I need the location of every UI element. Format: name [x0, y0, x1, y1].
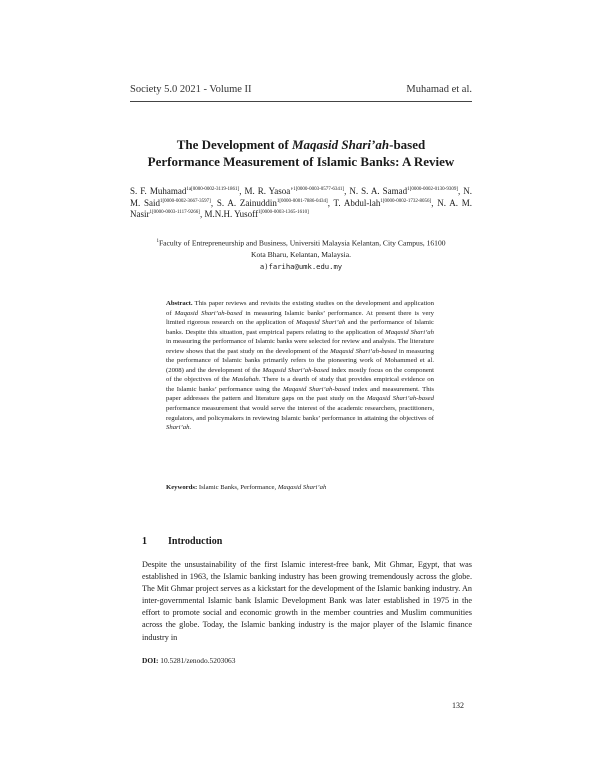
author-orcid: 1[0000-0002-0130-9309] [407, 187, 458, 192]
author-name: S. F. Muhamad [130, 186, 187, 196]
author-orcid: 1[0000-0002-3667-3597] [160, 198, 211, 204]
abstract-italic: Maqasid Shari’ah-based [282, 385, 351, 393]
running-header-left: Society 5.0 2021 - Volume II [130, 84, 252, 95]
abstract-text: in measuring the performance of Islamic banks primarily refers to the pioneering work of Mohammed et al. (2008) and the development of the [166, 347, 434, 374]
abstract-text: . There is a dearth of study that provides empirical evidence on the Islamic banks’ performance using the [166, 376, 434, 393]
abstract-text: in measuring the performance of Islamic banks were selected for review and analysis. The literature review shows that the past study on the development of the [166, 338, 434, 355]
author-name: , N. M. Said [130, 186, 472, 208]
abstract-text: in measuring Islamic banks’ performance. At present there is very limited rigorous research on the application of [166, 309, 434, 327]
author-orcid: 1[0000-0003-1365-1610] [257, 210, 309, 216]
abstract-italic: Maqasid Shari’ah-based [262, 366, 330, 374]
affiliation-line2: Kota Bharu, Kelantan, Malaysia. [251, 249, 351, 259]
author-orcid: 1a[0000-0002-3119-1861] [186, 187, 240, 192]
abstract-italic: Maqasid Shari’ah-based [366, 395, 434, 403]
title-line2: Performance Measurement of Islamic Banks: A Review [147, 154, 455, 169]
title-pre: The Development of [176, 137, 292, 152]
keywords-label: Keywords: [166, 484, 198, 491]
abstract-text: performance measurement that would serve the interest of the academic researchers, practitioners, regulators, and policymakers in reviewing Islamic banks’ performance in attaining the objectives of [166, 405, 434, 422]
author-name: , M.N.H. Yusoff [199, 209, 258, 220]
author-orcid: 1[0000-0003-0577-6341] [293, 187, 345, 192]
abstract-text: index mostly focus on the component of the objectives of the [166, 366, 434, 384]
abstract-italic: Maslahah [232, 376, 259, 384]
doi-label: DOI: [142, 656, 159, 665]
abstract-text: index and measurement. This paper addresses the pattern and literature gaps on the past study on the [166, 385, 434, 403]
abstract-text: . [189, 424, 192, 432]
author-name: , S. A. Zainuddin [210, 197, 277, 208]
abstract-italic: Maqasid Shari’ah-based [174, 309, 243, 317]
section-title: Introduction [168, 536, 223, 547]
header-rule [130, 101, 472, 102]
title-italic: Maqasid Shari’ah [291, 137, 390, 152]
author-list [130, 186, 472, 221]
keywords-italic: Maqasid Shari’ah [277, 484, 327, 491]
author-orcid: 1[0000-0003-1117-9266] [149, 210, 200, 216]
keywords-text: Islamic Banks, Performance, [197, 484, 278, 491]
abstract-italic: Maqasid Shari’ah [385, 328, 434, 336]
abstract-italic: Maqasid Shari’ah [296, 319, 346, 327]
page-number: 132 [452, 701, 464, 710]
author-name: , N. A. M. Nasir [130, 197, 472, 220]
author-name: , M. R. Yasoa’ [239, 186, 294, 196]
title-post: -based [389, 137, 426, 152]
affiliation [130, 236, 472, 260]
paper-title [130, 136, 472, 170]
abstract-text: This paper reviews and revisits the existing studies on the development and application of [166, 300, 434, 317]
abstract-label: Abstract. [166, 300, 193, 307]
abstract-italic: Maqasid Shari’ah-based [330, 347, 397, 355]
affiliation-marker: 1 [156, 239, 159, 244]
running-header-right: Muhamad et al. [406, 84, 472, 95]
abstract [166, 299, 434, 433]
abstract-text: and the performance of Islamic banks. Despite this situation, past empirical papers relating to the application of [166, 319, 434, 336]
introduction-paragraph: Despite the unsustainability of the first Islamic interest-free bank, Mit Ghmar, Egypt, that was established in 1963, the Islamic banking industry has been growing tremendously across the globe. The Mit Ghmar project serves as a kickstart for the development of the Islamic banking industry. An inter-governmental Islamic bank Islamic Development Bank was later established in 1975 in the effort to promote social and economic growth in the member countries and Muslim communities across the globe. Today, the Islamic banking industry is the major player of the Islamic finance industry in [142, 560, 472, 642]
corresponding-email[interactable]: a)fariha@umk.edu.my [259, 262, 343, 271]
section-number: 1 [142, 536, 147, 547]
author-name: , T. Abdul-lah [327, 197, 381, 208]
abstract-italic: Shari’ah [166, 424, 190, 432]
author-orcid: 1[0000-0002-1732-8056] [380, 198, 432, 204]
author-orcid: 1[0000-0001-7886-0434] [276, 198, 328, 204]
affiliation-line1: Faculty of Entrepreneurship and Business, Universiti Malaysia Kelantan, City Campus, 16100 [158, 238, 446, 248]
doi-value[interactable]: 10.5281/zenodo.5203063 [158, 656, 236, 665]
section-heading [142, 536, 222, 547]
doi [142, 656, 235, 665]
keywords [166, 483, 434, 492]
author-name: , N. S. A. Samad [344, 186, 408, 196]
